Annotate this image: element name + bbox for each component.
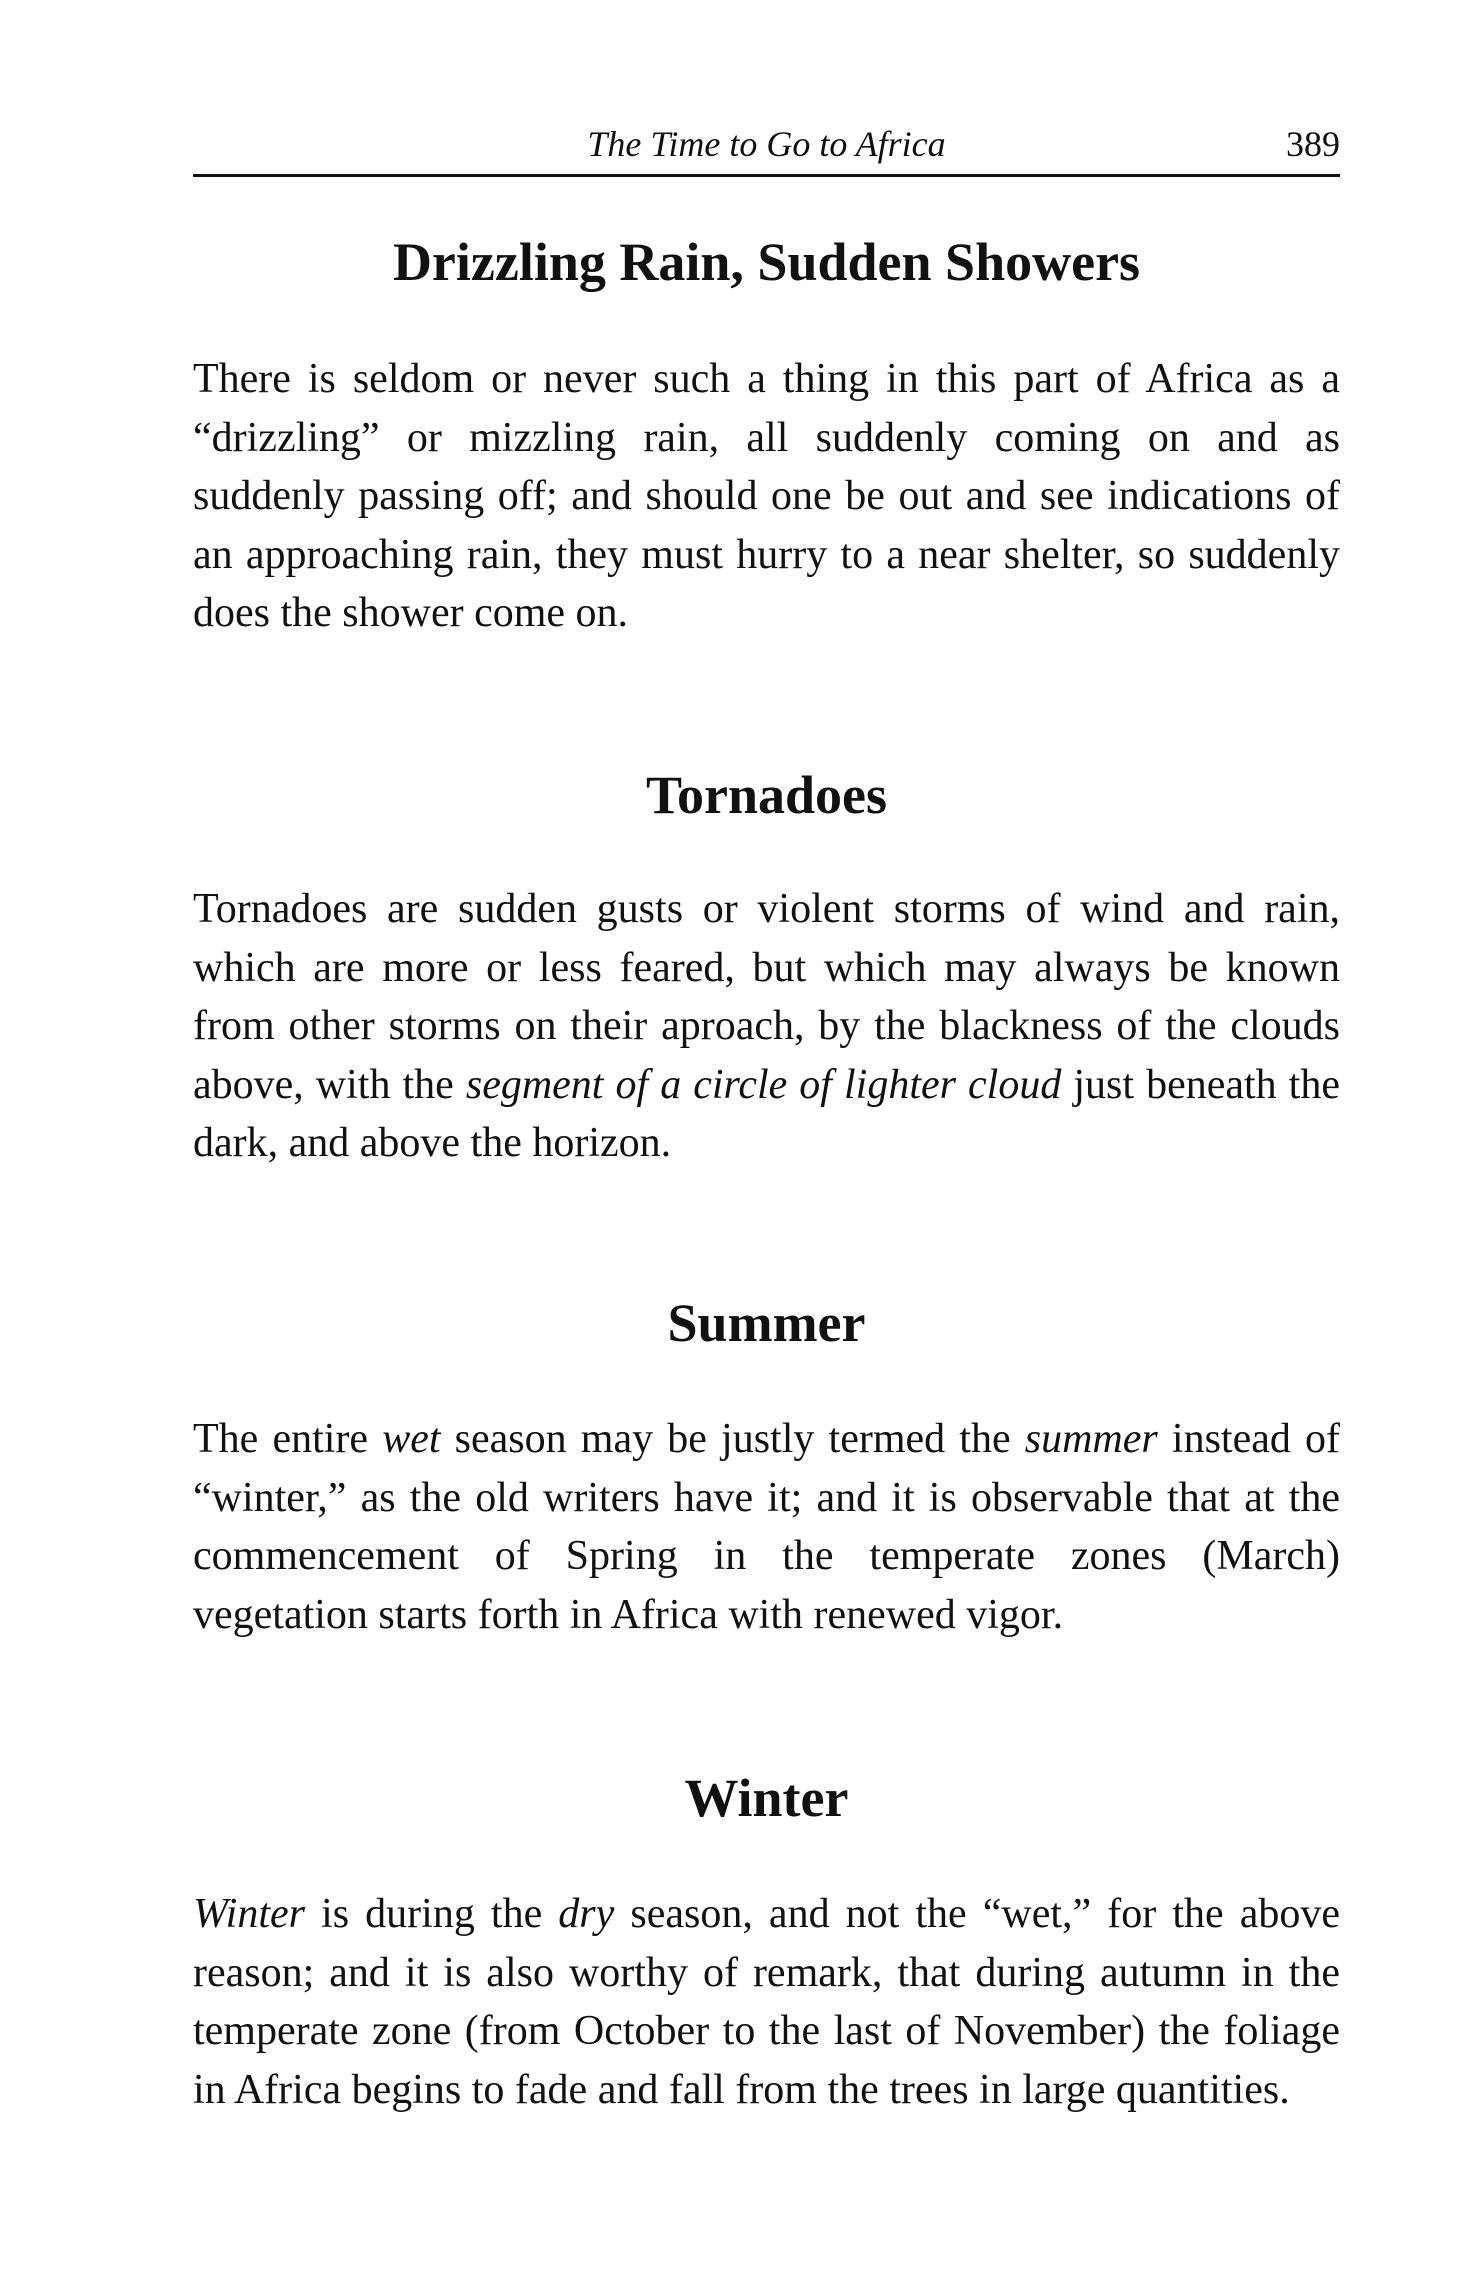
- paragraph-text: season, and not the “wet,” for the above reason; and it is also worthy of remark, that during autumn in the temperate zone (from October to the last of November) the foliage in Africa begins to fade and fall from the trees in large quantities.: [193, 1891, 1340, 2113]
- book-page: [193, 0, 1340, 2293]
- section-heading-drizzling-rain: Drizzling Rain, Sudden Showers: [392, 232, 1141, 292]
- running-title: The Time to Go to Africa: [587, 124, 946, 164]
- section-heading-winter: Winter: [684, 1768, 849, 1828]
- paragraph-winter: [193, 1885, 1340, 2119]
- paragraph-text: Tornadoes are sudden gusts or violent storms of wind and rain, which are more or less feared, but which may always be known from other storms on their aproach, by the blackness of the clouds above, with the: [193, 886, 1340, 1108]
- section-heading-tornadoes: Tornadoes: [645, 765, 888, 825]
- paragraph-summer: [193, 1410, 1340, 1644]
- italic-phrase: segment of a circle of lighter cloud: [465, 1061, 1062, 1108]
- italic-word: Winter: [193, 1891, 305, 1937]
- paragraph-text: There is seldom or never such a thing in this part of Africa as a “drizzling” or mizzling rain, all suddenly coming on and as suddenly passing off; and should one be out and see indications of an approaching rain, they must hurry to a near shelter, so suddenly does the shower come on.: [193, 356, 1340, 636]
- paragraph-text: The entire: [193, 1416, 383, 1462]
- paragraph-text: is during the: [305, 1891, 559, 1937]
- paragraph-text: instead of “winter,” as the old writers have it; and it is observable that at the commencement of Spring in the temperate zones (March) vegetation starts forth in Africa with renewed vigor.: [193, 1416, 1340, 1638]
- paragraph-tornadoes: [193, 880, 1340, 1173]
- page-number: 389: [1286, 124, 1340, 164]
- italic-word: summer: [1024, 1416, 1158, 1462]
- paragraph-drizzling-rain: [193, 350, 1340, 643]
- paragraph-text: just beneath the dark, and above the horizon.: [193, 1061, 1340, 1166]
- italic-word: dry: [558, 1891, 615, 1937]
- section-heading-summer: Summer: [667, 1293, 866, 1353]
- paragraph-text: season may be justly termed the: [440, 1416, 1025, 1462]
- italic-word: wet: [382, 1416, 441, 1462]
- running-header: [193, 118, 1340, 177]
